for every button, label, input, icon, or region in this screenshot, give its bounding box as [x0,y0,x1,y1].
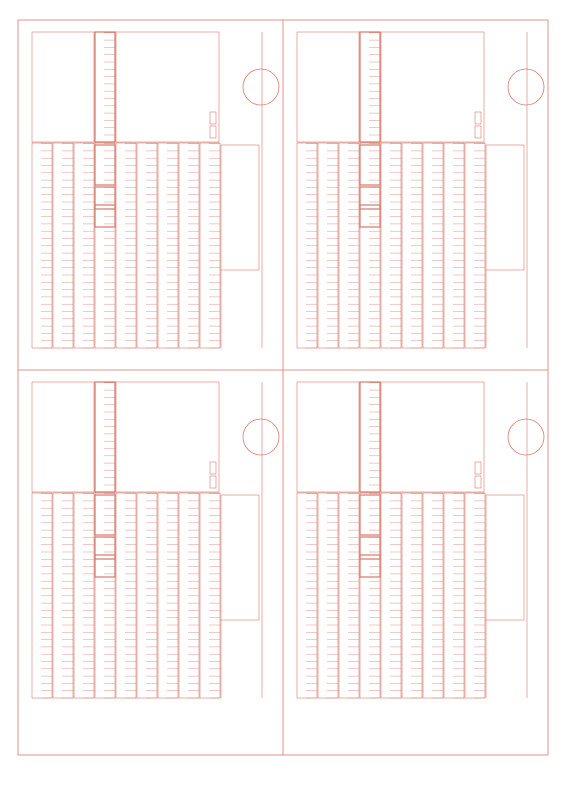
right-upper-box [297,32,359,142]
form-grid-row [465,493,485,698]
form-grid-row [179,493,199,698]
transfer-form-d [32,32,279,348]
form-grid-row [381,493,401,698]
form-grid-row [137,143,157,348]
form-grid-row [360,143,380,348]
signature-box[interactable] [221,145,259,270]
form-rotated [297,32,544,348]
form-grid-row [158,143,178,348]
deposit-checkbox[interactable] [360,537,380,559]
right-upper-box [32,32,94,142]
fee-box[interactable] [210,126,216,138]
fee-box[interactable] [210,476,216,488]
deposit-checkbox[interactable] [95,537,115,559]
amount-box[interactable] [95,382,115,492]
signature-box[interactable] [221,495,259,620]
form-grid-row [423,143,443,348]
right-lower-box [116,382,219,492]
fee-box[interactable] [475,476,481,488]
bank-stamp-circle [243,419,279,455]
form-grid-row [200,493,220,698]
deposit-checkbox[interactable] [360,187,380,209]
form-grid-row [402,493,422,698]
form-grid-row [95,143,115,348]
form-grid-row [116,493,136,698]
form-grid-row [318,493,338,698]
form-grid-row [53,493,73,698]
form-grid-row [32,143,52,348]
form-grid-row [137,493,157,698]
transfer-form-a [297,32,544,348]
deposit-checkbox[interactable] [95,187,115,209]
fee-box[interactable] [475,112,481,124]
right-lower-box [381,32,484,142]
amount-box[interactable] [360,32,380,142]
right-lower-box [381,382,484,492]
bank-stamp-circle [508,69,544,105]
amount-box[interactable] [95,32,115,142]
right-upper-box [297,382,359,492]
fee-box[interactable] [210,462,216,474]
fee-box[interactable] [475,126,481,138]
form-grid-row [465,143,485,348]
form-grid-row [423,493,443,698]
form-grid-row [444,143,464,348]
transfer-form-b [32,382,279,698]
fee-box[interactable] [210,112,216,124]
form-grid-row [381,143,401,348]
form-grid-row [297,493,317,698]
form-grid-row [444,493,464,698]
form-grid-row [200,143,220,348]
form-grid-row [297,143,317,348]
amount-box[interactable] [360,382,380,492]
right-upper-box [32,382,94,492]
bank-stamp-circle [508,419,544,455]
form-grid-row [179,143,199,348]
transfer-form-c [297,382,544,698]
form-grid-row [32,493,52,698]
form-grid-row [339,143,359,348]
form-grid-row [53,143,73,348]
bank-stamp-circle [243,69,279,105]
form-grid-row [402,143,422,348]
form-rotated [32,32,279,348]
signature-box[interactable] [486,495,524,620]
form-rotated [32,382,279,698]
fee-box[interactable] [475,462,481,474]
form-grid-row [360,493,380,698]
form-grid-row [74,143,94,348]
form-grid-row [116,143,136,348]
form-grid-row [158,493,178,698]
right-lower-box [116,32,219,142]
signature-box[interactable] [486,145,524,270]
form-grid-row [339,493,359,698]
form-grid-row [318,143,338,348]
form-grid-row [74,493,94,698]
form-grid-row [95,493,115,698]
form-rotated [297,382,544,698]
